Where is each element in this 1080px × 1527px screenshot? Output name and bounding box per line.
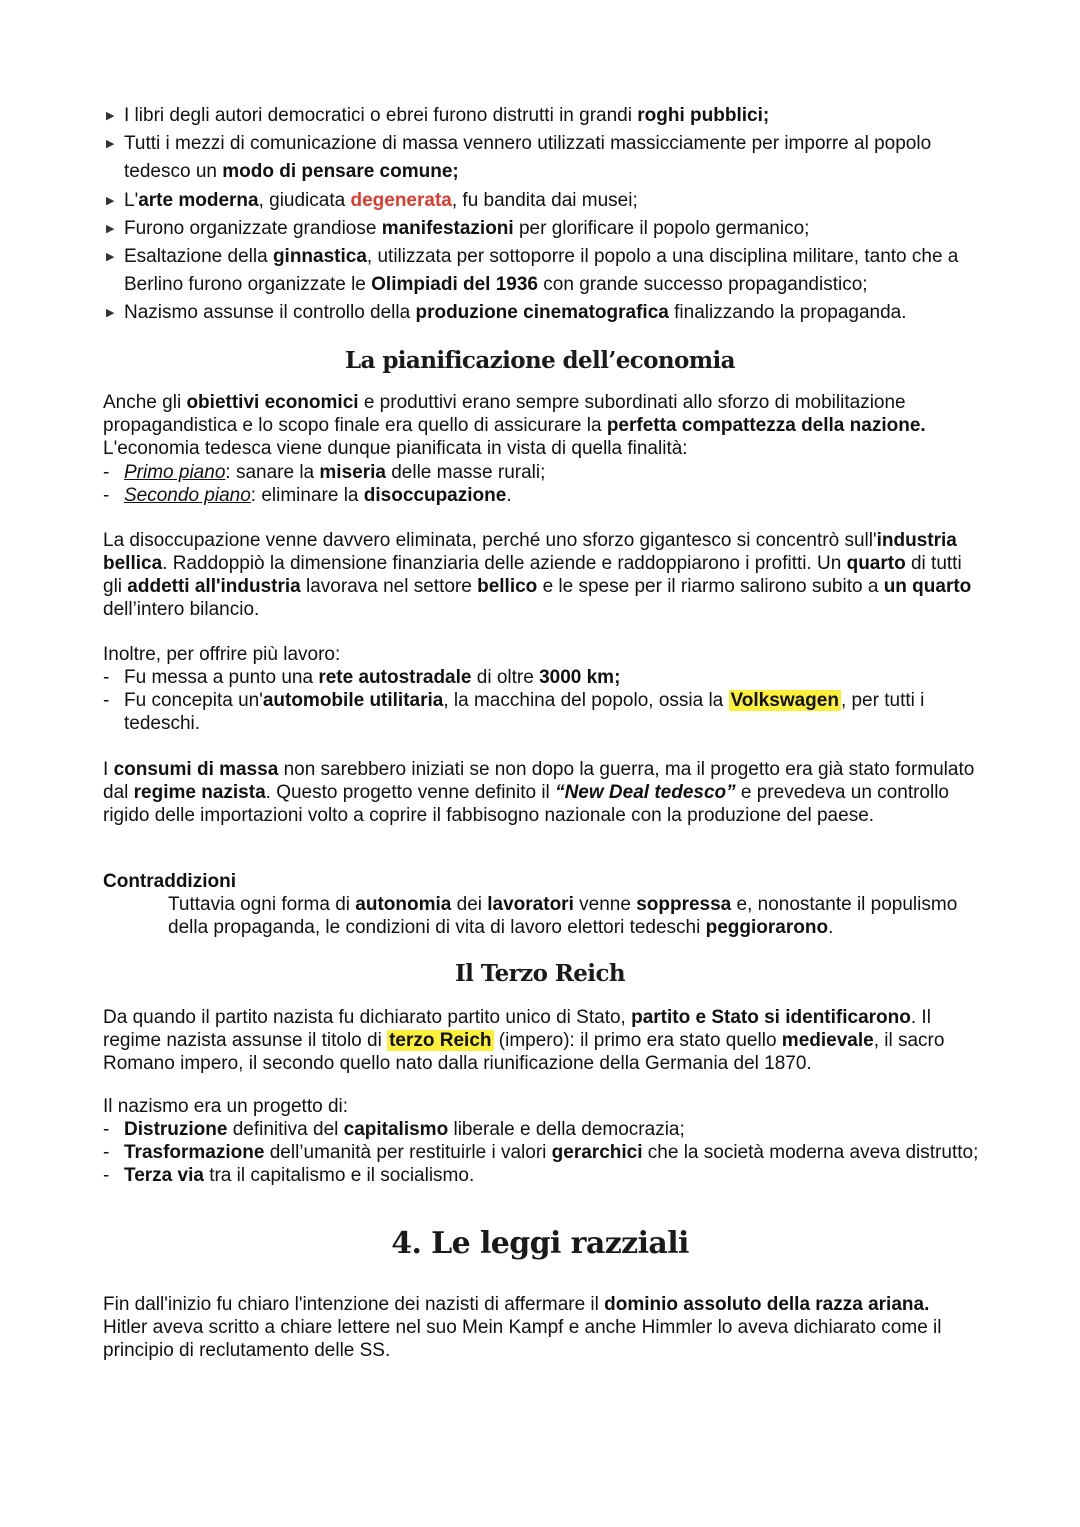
econ-paragraph-3-intro: Inoltre, per offrire più lavoro: (103, 644, 341, 665)
econ-paragraph-4: I consumi di massa non sarebbero iniziati se non dopo la guerra, ma il progetto era già stato formulato dal regime nazista. Questo progetto venne definito il “New Deal tedesco” e prevedeva un controllo rigido delle importazioni volto a coprire il fabbisogno nazionale con la produzione del paese. (103, 759, 975, 826)
section-heading-economia: La pianificazione dell’economia (345, 347, 735, 374)
list-item: ▶ I libri degli autori democratici o ebrei furono distrutti in grandi roghi pubblici; (104, 102, 984, 130)
reich-paragraph-2-intro: Il nazismo era un progetto di: (103, 1096, 349, 1117)
list-item: - Secondo piano: eliminare la disoccupazione. (103, 485, 512, 506)
list-item: ▶ Esaltazione della ginnastica, utilizzata per sottoporre il popolo a una disciplina militare, tanto che a Berlino furono organizzate le Olimpiadi del 1936 con grande successo propagandistico; (104, 243, 984, 299)
triangle-bullet-icon: ▶ (106, 251, 115, 264)
list-item: - Trasformazione dell’umanità per restituirle i valori gerarchici che la società moderna aveva distrutto; (103, 1142, 979, 1163)
triangle-bullet-icon: ▶ (106, 307, 115, 320)
list-item: ▶ Nazismo assunse il controllo della produzione cinematografica finalizzando la propaganda. (104, 299, 984, 327)
section-heading-leggi-razziali: 4. Le leggi razziali (391, 1226, 689, 1261)
section-heading-terzo-reich: Il Terzo Reich (455, 960, 625, 987)
econ-priority-list (103, 461, 983, 507)
list-item: - Fu concepita un'automobile utilitaria, la macchina del popolo, ossia la Volkswagen , per tutti i tedeschi. (103, 690, 925, 734)
reich-paragraph-1: Da quando il partito nazista fu dichiarato partito unico di Stato, partito e Stato si identificarono. Il regime nazista assunse il titolo di terzo Reich (impero): il primo era stato quello medievale, il sacro Romano impero, il secondo quello nato dalla riunificazione della Germania del 1870. (103, 1007, 945, 1074)
contraddizioni-title: Contraddizioni (103, 871, 236, 892)
reich-project-list (103, 1118, 983, 1187)
contraddizioni-block (103, 870, 983, 939)
triangle-bullet-icon: ▶ (106, 222, 115, 235)
triangle-bullet-icon: ▶ (106, 194, 115, 207)
triangle-bullet-icon: ▶ (106, 138, 115, 151)
list-item: ▶ L'arte moderna, giudicata degenerata, fu bandita dai musei; (104, 187, 984, 215)
list-item: ▶ Tutti i mezzi di comunicazione di massa vennero utilizzati massicciamente per imporre al popolo tedesco un modo di pensare comune; (104, 130, 984, 186)
contraddizioni-text: Tuttavia ogni forma di autonomia dei lavoratori venne soppressa e, nonostante il populismo della propaganda, le condizioni di vita di lavoro elettori tedeschi peggiorarono. (168, 894, 958, 938)
list-item: - Fu messa a punto una rete autostradale di oltre 3000 km; (103, 667, 621, 688)
econ-paragraph-2: La disoccupazione venne davvero eliminata, perché uno sforzo gigantesco si concentrò sull'industria bellica. Raddoppiò la dimensione finanziaria delle aziende e raddoppiarono i profitti. Un quarto di tutti gli addetti all'industria lavorava nel settore bellico e le spese per il riarmo salirono subito a un quarto dell’intero bilancio. (103, 530, 972, 620)
list-item: ▶ Furono organizzate grandiose manifestazioni per glorificare il popolo germanico; (104, 215, 984, 243)
econ-paragraph-1: Anche gli obiettivi economici e produttivi erano sempre subordinati allo sforzo di mobilitazione propagandistica e lo scopo finale era quello di assicurare la perfetta compattezza della nazione. L'economia tedesca viene dunque pianificata in vista di quella finalità: (103, 392, 926, 459)
econ-work-list (103, 666, 983, 735)
leggi-paragraph-1: Fin dall'inizio fu chiaro l'intenzione dei nazisti di affermare il dominio assoluto della razza ariana. Hitler aveva scritto a chiare lettere nel suo Mein Kampf e anche Himmler lo aveva dichiarato come il principio di reclutamento delle SS. (103, 1294, 942, 1361)
list-item: - Distruzione definitiva del capitalismo liberale e della democrazia; (103, 1119, 685, 1140)
triangle-bullet-icon: ▶ (106, 110, 115, 122)
list-item: - Primo piano: sanare la miseria delle masse rurali; (103, 462, 546, 483)
propaganda-bullet-list (104, 102, 984, 328)
list-item: - Terza via tra il capitalismo e il socialismo. (103, 1165, 475, 1186)
